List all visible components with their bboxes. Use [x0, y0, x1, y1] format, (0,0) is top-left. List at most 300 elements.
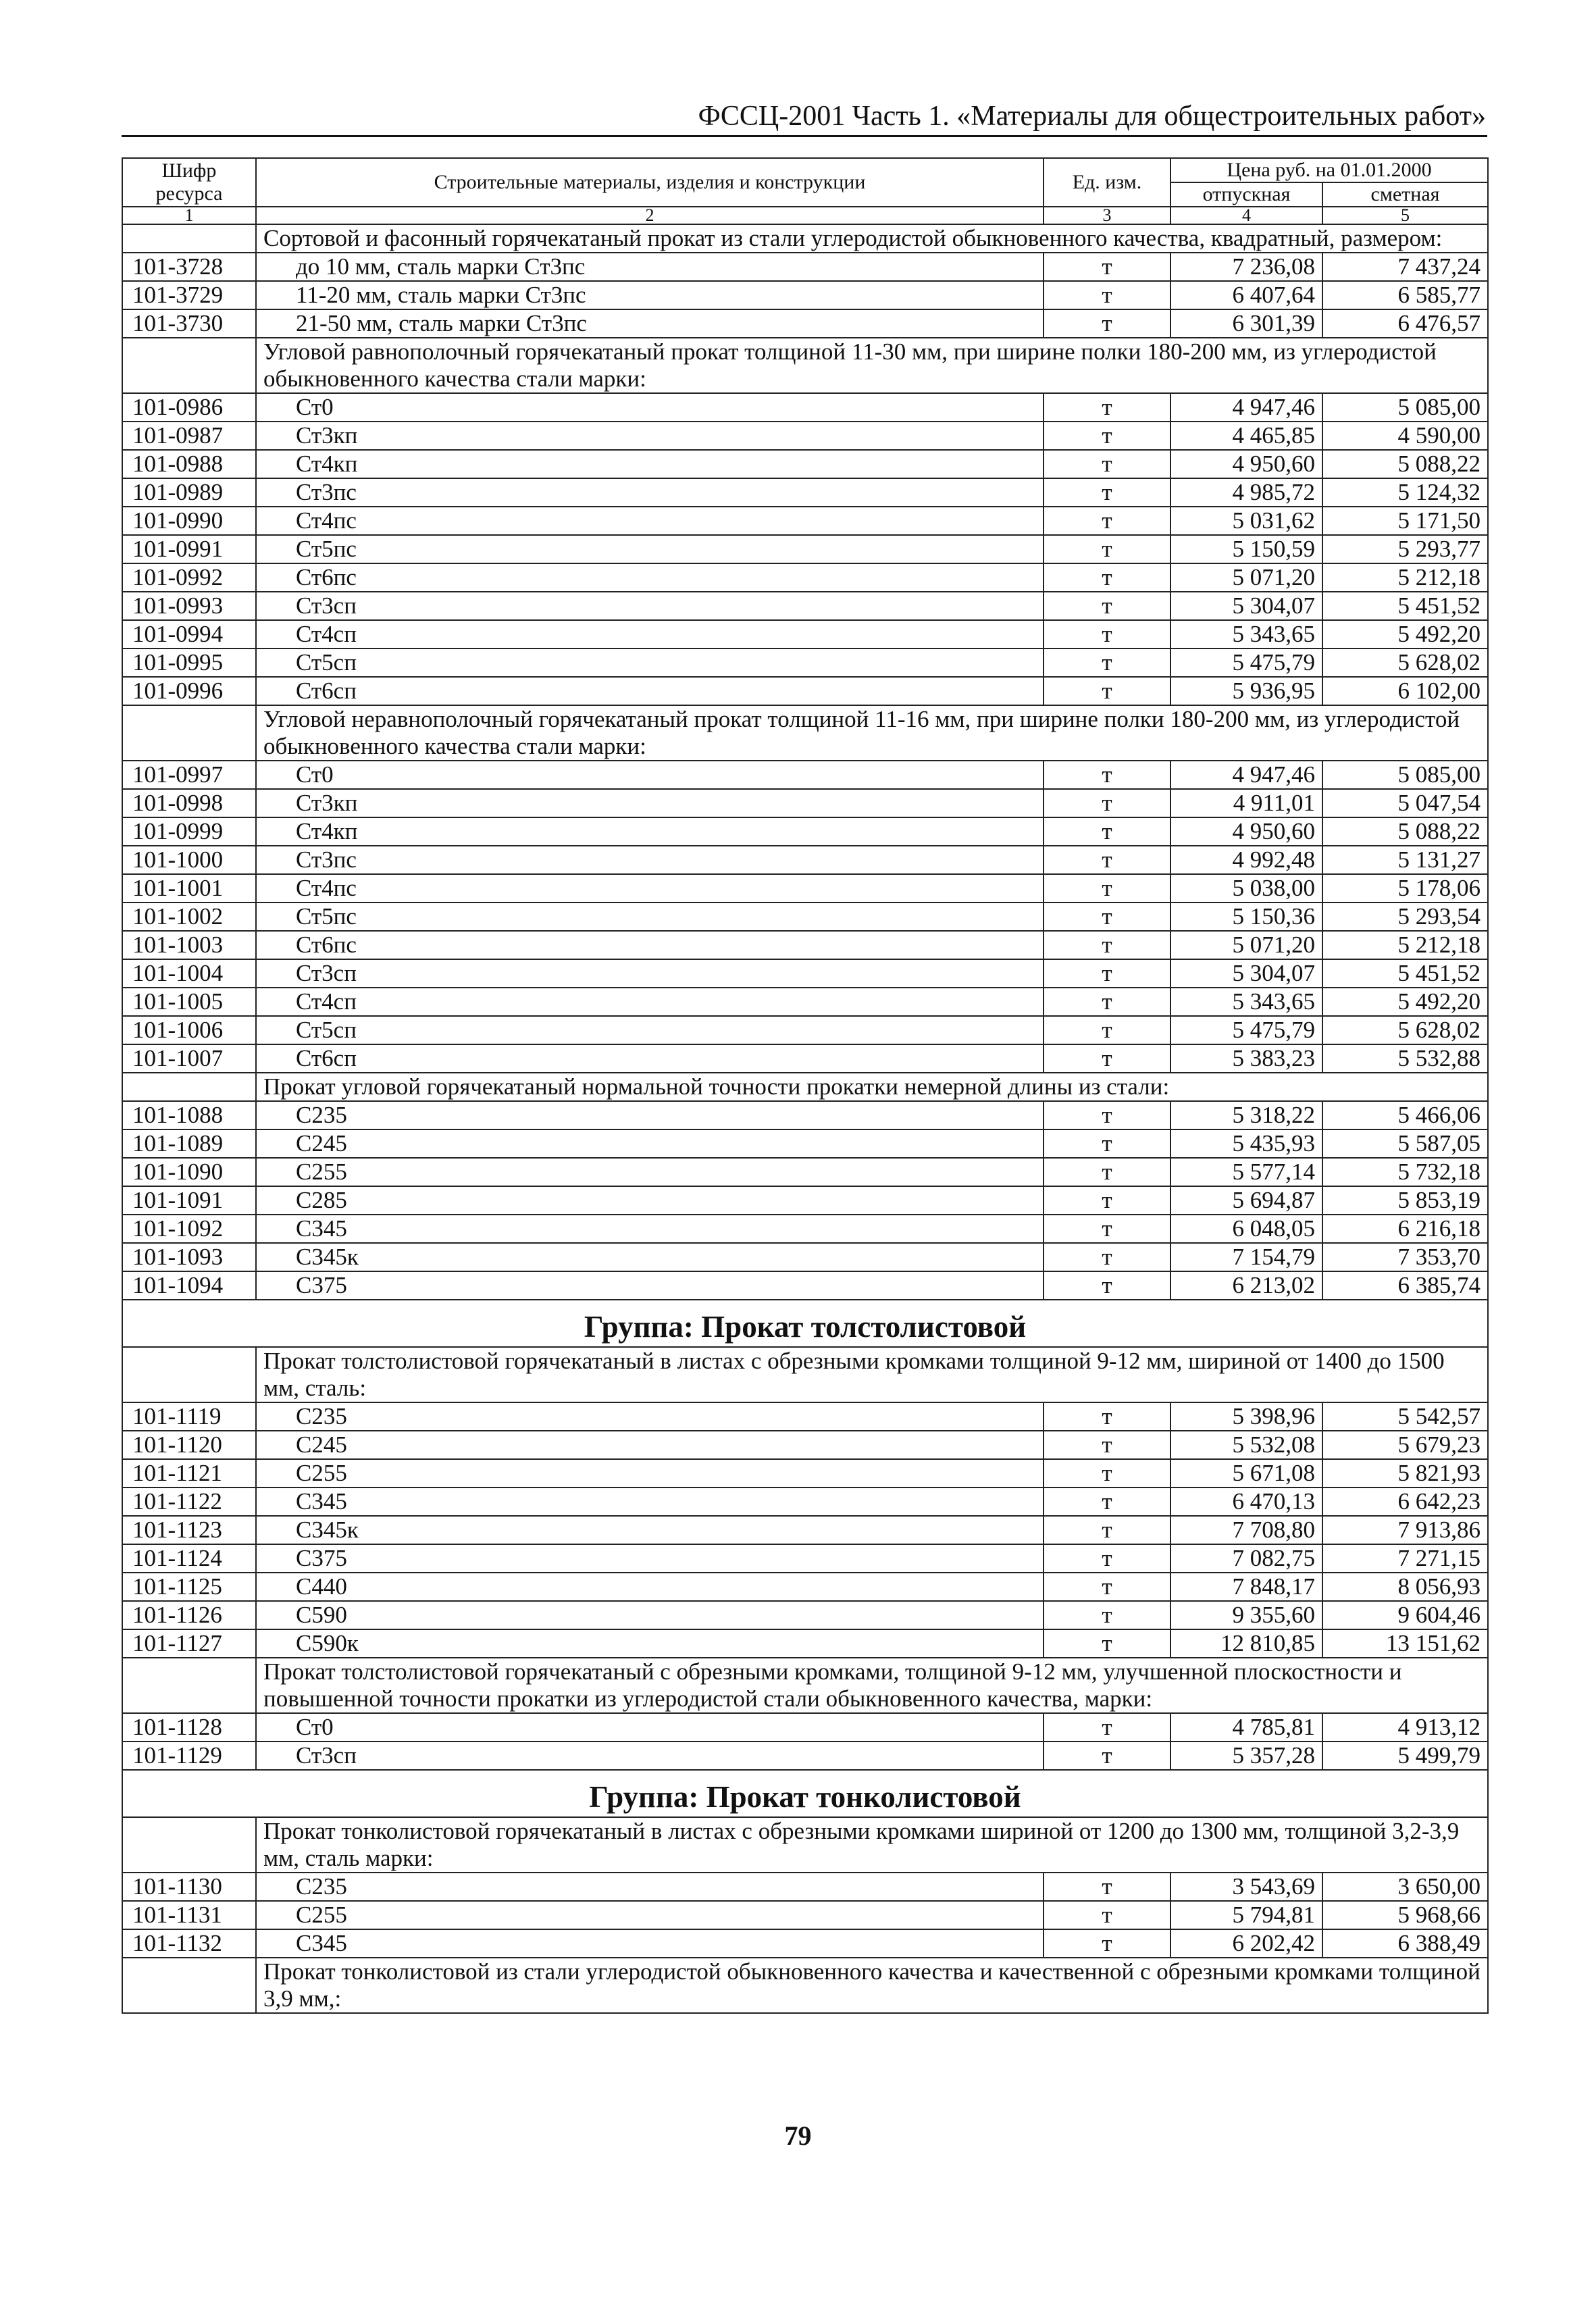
unit-cell: т [1044, 1713, 1170, 1742]
resource-code-cell: 101-3730 [122, 309, 256, 338]
header-estimate-price: сметная [1322, 182, 1488, 207]
estimate-price-cell: 7 271,15 [1322, 1544, 1488, 1573]
estimate-price-cell: 6 102,00 [1322, 677, 1488, 705]
table-row [122, 450, 1488, 478]
page-header-title: ФССЦ-2001 Часть 1. «Материалы для общестроительных работ» [698, 101, 1486, 132]
unit-cell: т [1044, 620, 1170, 649]
release-price-cell: 5 794,81 [1170, 1901, 1322, 1929]
unit-cell: т [1044, 1271, 1170, 1300]
unit-cell: т [1044, 1158, 1170, 1186]
estimate-price-cell: 5 968,66 [1322, 1901, 1488, 1929]
section-description: Прокат тонколистовой горячекатаный в листах с обрезными кромками шириной от 1200 до 1300 мм, толщиной 3,2-3,9 мм, сталь марки: [256, 1817, 1488, 1873]
resource-code-cell: 101-3729 [122, 281, 256, 309]
unit-cell: т [1044, 393, 1170, 422]
material-name-cell: Ст3сп [256, 1742, 1044, 1770]
unit-cell: т [1044, 846, 1170, 874]
table-row [122, 677, 1488, 705]
release-price-cell: 5 435,93 [1170, 1129, 1322, 1158]
header-price-group: Цена руб. на 01.01.2000 [1170, 158, 1488, 182]
estimate-price-cell: 4 590,00 [1322, 422, 1488, 450]
estimate-price-cell: 5 853,19 [1322, 1186, 1488, 1215]
resource-code-cell: 101-1004 [122, 959, 256, 988]
header-release-price: отпускная [1170, 182, 1322, 207]
material-name-cell: Ст3пс [256, 478, 1044, 507]
section-description: Прокат толстолистовой горячекатаный с обрезными кромками, толщиной 9-12 мм, улучшенной плоскостности и повышенной точности прокатки из углеродистой стали обыкновенного качества, марки: [256, 1658, 1488, 1713]
unit-cell: т [1044, 1488, 1170, 1516]
estimate-price-cell: 6 476,57 [1322, 309, 1488, 338]
material-name-cell: С345 [256, 1929, 1044, 1958]
material-name-cell: С235 [256, 1873, 1044, 1901]
table-row [122, 1901, 1488, 1929]
unit-cell: т [1044, 281, 1170, 309]
unit-cell: т [1044, 1243, 1170, 1271]
resource-code-cell: 101-1121 [122, 1459, 256, 1488]
release-price-cell: 5 343,65 [1170, 988, 1322, 1016]
resource-code-cell: 101-1128 [122, 1713, 256, 1742]
resource-code-cell: 101-1092 [122, 1215, 256, 1243]
unit-cell: т [1044, 1101, 1170, 1129]
unit-cell: т [1044, 959, 1170, 988]
material-name-cell: Ст6сп [256, 1044, 1044, 1073]
release-price-cell: 5 318,22 [1170, 1101, 1322, 1129]
material-name-cell: С345 [256, 1488, 1044, 1516]
material-name-cell: Ст0 [256, 1713, 1044, 1742]
resource-code-cell: 101-0997 [122, 761, 256, 789]
resource-code-cell: 101-1006 [122, 1016, 256, 1044]
release-price-cell: 5 475,79 [1170, 649, 1322, 677]
release-price-cell: 5 936,95 [1170, 677, 1322, 705]
release-price-cell: 5 671,08 [1170, 1459, 1322, 1488]
unit-cell: т [1044, 1186, 1170, 1215]
release-price-cell: 5 398,96 [1170, 1402, 1322, 1431]
table-row [122, 649, 1488, 677]
unit-cell: т [1044, 988, 1170, 1016]
empty-code-cell [122, 1658, 256, 1713]
release-price-cell: 4 785,81 [1170, 1713, 1322, 1742]
resource-code-cell: 101-1119 [122, 1402, 256, 1431]
table-row [122, 1459, 1488, 1488]
estimate-price-cell: 6 216,18 [1322, 1215, 1488, 1243]
estimate-price-cell: 5 047,54 [1322, 789, 1488, 817]
price-table [122, 157, 1489, 2014]
header-name: Строительные материалы, изделия и конструкции [256, 158, 1044, 207]
section-row [122, 705, 1488, 761]
resource-code-cell: 101-1123 [122, 1516, 256, 1544]
estimate-price-cell: 5 293,54 [1322, 903, 1488, 931]
release-price-cell: 7 708,80 [1170, 1516, 1322, 1544]
release-price-cell: 5 071,20 [1170, 563, 1322, 592]
release-price-cell: 5 150,36 [1170, 903, 1322, 931]
table-row [122, 1129, 1488, 1158]
material-name-cell: С590к [256, 1629, 1044, 1658]
resource-code-cell: 101-1127 [122, 1629, 256, 1658]
column-number: 3 [1044, 207, 1170, 224]
unit-cell: т [1044, 1901, 1170, 1929]
resource-code-cell: 101-0989 [122, 478, 256, 507]
unit-cell: т [1044, 1742, 1170, 1770]
section-row [122, 1347, 1488, 1402]
resource-code-cell: 101-0988 [122, 450, 256, 478]
table-row [122, 1431, 1488, 1459]
material-name-cell: Ст6пс [256, 931, 1044, 959]
unit-cell: т [1044, 1459, 1170, 1488]
estimate-price-cell: 4 913,12 [1322, 1713, 1488, 1742]
empty-code-cell [122, 705, 256, 761]
release-price-cell: 7 154,79 [1170, 1243, 1322, 1271]
table-row [122, 1016, 1488, 1044]
table-row [122, 931, 1488, 959]
material-name-cell: Ст4кп [256, 450, 1044, 478]
table-row [122, 253, 1488, 281]
unit-cell: т [1044, 309, 1170, 338]
unit-cell: т [1044, 1873, 1170, 1901]
unit-cell: т [1044, 253, 1170, 281]
table-row [122, 1215, 1488, 1243]
material-name-cell: Ст4пс [256, 874, 1044, 903]
table-row [122, 1601, 1488, 1629]
unit-cell: т [1044, 874, 1170, 903]
estimate-price-cell: 5 732,18 [1322, 1158, 1488, 1186]
table-row [122, 1488, 1488, 1516]
material-name-cell: С345к [256, 1243, 1044, 1271]
estimate-price-cell: 5 499,79 [1322, 1742, 1488, 1770]
table-row [122, 393, 1488, 422]
table-row [122, 281, 1488, 309]
material-name-cell: Ст4кп [256, 817, 1044, 846]
unit-cell: т [1044, 1929, 1170, 1958]
resource-code-cell: 101-0998 [122, 789, 256, 817]
section-row [122, 224, 1488, 253]
estimate-price-cell: 5 088,22 [1322, 817, 1488, 846]
estimate-price-cell: 6 642,23 [1322, 1488, 1488, 1516]
section-row [122, 1958, 1488, 2013]
section-description: Угловой неравнополочный горячекатаный прокат толщиной 11-16 мм, при ширине полки 180-200 мм, из углеродистой обыкновенного качества стали марки: [256, 705, 1488, 761]
material-name-cell: Ст4сп [256, 988, 1044, 1016]
release-price-cell: 5 343,65 [1170, 620, 1322, 649]
unit-cell: т [1044, 592, 1170, 620]
material-name-cell: Ст4сп [256, 620, 1044, 649]
release-price-cell: 6 213,02 [1170, 1271, 1322, 1300]
column-number: 2 [256, 207, 1044, 224]
release-price-cell: 5 071,20 [1170, 931, 1322, 959]
table-row [122, 422, 1488, 450]
resource-code-cell: 101-1124 [122, 1544, 256, 1573]
unit-cell: т [1044, 817, 1170, 846]
resource-code-cell: 101-1125 [122, 1573, 256, 1601]
resource-code-cell: 101-0992 [122, 563, 256, 592]
release-price-cell: 7 082,75 [1170, 1544, 1322, 1573]
material-name-cell: Ст3кп [256, 789, 1044, 817]
material-name-cell: С255 [256, 1158, 1044, 1186]
table-header-row [122, 158, 1488, 182]
release-price-cell: 5 357,28 [1170, 1742, 1322, 1770]
release-price-cell: 6 407,64 [1170, 281, 1322, 309]
table-row [122, 1271, 1488, 1300]
table-row [122, 1158, 1488, 1186]
section-description: Прокат угловой горячекатаный нормальной точности прокатки немерной длины из стали: [256, 1073, 1488, 1101]
table-row [122, 620, 1488, 649]
resource-code-cell: 101-1126 [122, 1601, 256, 1629]
table-row [122, 1929, 1488, 1958]
estimate-price-cell: 5 088,22 [1322, 450, 1488, 478]
estimate-price-cell: 6 585,77 [1322, 281, 1488, 309]
material-name-cell: С255 [256, 1901, 1044, 1929]
release-price-cell: 5 383,23 [1170, 1044, 1322, 1073]
resource-code-cell: 101-1002 [122, 903, 256, 931]
material-name-cell: Ст3кп [256, 422, 1044, 450]
group-heading-row [122, 1300, 1488, 1347]
material-name-cell: Ст3сп [256, 592, 1044, 620]
section-row [122, 1817, 1488, 1873]
resource-code-cell: 101-1120 [122, 1431, 256, 1459]
estimate-price-cell: 5 451,52 [1322, 592, 1488, 620]
estimate-price-cell: 7 353,70 [1322, 1243, 1488, 1271]
estimate-price-cell: 5 451,52 [1322, 959, 1488, 988]
material-name-cell: Ст5сп [256, 649, 1044, 677]
empty-code-cell [122, 224, 256, 253]
resource-code-cell: 101-1129 [122, 1742, 256, 1770]
table-row [122, 959, 1488, 988]
section-row [122, 338, 1488, 393]
table-row [122, 846, 1488, 874]
resource-code-cell: 101-1000 [122, 846, 256, 874]
unit-cell: т [1044, 450, 1170, 478]
release-price-cell: 5 150,59 [1170, 535, 1322, 563]
material-name-cell: Ст5пс [256, 535, 1044, 563]
material-name-cell: С345 [256, 1215, 1044, 1243]
material-name-cell: 21-50 мм, сталь марки Ст3пс [256, 309, 1044, 338]
release-price-cell: 3 543,69 [1170, 1873, 1322, 1901]
material-name-cell: С245 [256, 1129, 1044, 1158]
table-row [122, 563, 1488, 592]
column-number: 4 [1170, 207, 1322, 224]
material-name-cell: Ст3сп [256, 959, 1044, 988]
estimate-price-cell: 6 388,49 [1322, 1929, 1488, 1958]
estimate-price-cell: 5 131,27 [1322, 846, 1488, 874]
unit-cell: т [1044, 507, 1170, 535]
unit-cell: т [1044, 478, 1170, 507]
release-price-cell: 7 236,08 [1170, 253, 1322, 281]
release-price-cell: 5 304,07 [1170, 592, 1322, 620]
unit-cell: т [1044, 1544, 1170, 1573]
unit-cell: т [1044, 649, 1170, 677]
table-row [122, 988, 1488, 1016]
resource-code-cell: 101-0999 [122, 817, 256, 846]
header-code: Шифр ресурса [122, 158, 256, 207]
unit-cell: т [1044, 1044, 1170, 1073]
resource-code-cell: 101-0990 [122, 507, 256, 535]
table-row [122, 1516, 1488, 1544]
table-row [122, 761, 1488, 789]
section-row [122, 1658, 1488, 1713]
estimate-price-cell: 9 604,46 [1322, 1601, 1488, 1629]
table-row [122, 1101, 1488, 1129]
resource-code-cell: 101-1091 [122, 1186, 256, 1215]
release-price-cell: 5 577,14 [1170, 1158, 1322, 1186]
unit-cell: т [1044, 1601, 1170, 1629]
price-table-body [122, 158, 1488, 2013]
release-price-cell: 7 848,17 [1170, 1573, 1322, 1601]
estimate-price-cell: 5 085,00 [1322, 761, 1488, 789]
table-row [122, 1573, 1488, 1601]
empty-code-cell [122, 338, 256, 393]
resource-code-cell: 101-1132 [122, 1929, 256, 1958]
table-row [122, 1742, 1488, 1770]
material-name-cell: до 10 мм, сталь марки Ст3пс [256, 253, 1044, 281]
unit-cell: т [1044, 422, 1170, 450]
release-price-cell: 6 470,13 [1170, 1488, 1322, 1516]
unit-cell: т [1044, 1573, 1170, 1601]
estimate-price-cell: 7 437,24 [1322, 253, 1488, 281]
material-name-cell: С345к [256, 1516, 1044, 1544]
estimate-price-cell: 5 466,06 [1322, 1101, 1488, 1129]
column-number-row [122, 207, 1488, 224]
release-price-cell: 4 992,48 [1170, 846, 1322, 874]
release-price-cell: 5 475,79 [1170, 1016, 1322, 1044]
release-price-cell: 6 048,05 [1170, 1215, 1322, 1243]
resource-code-cell: 101-0987 [122, 422, 256, 450]
unit-cell: т [1044, 1431, 1170, 1459]
empty-code-cell [122, 1073, 256, 1101]
estimate-price-cell: 5 492,20 [1322, 620, 1488, 649]
estimate-price-cell: 6 385,74 [1322, 1271, 1488, 1300]
release-price-cell: 4 911,01 [1170, 789, 1322, 817]
material-name-cell: С285 [256, 1186, 1044, 1215]
resource-code-cell: 101-1090 [122, 1158, 256, 1186]
table-row [122, 309, 1488, 338]
resource-code-cell: 101-0986 [122, 393, 256, 422]
resource-code-cell: 101-3728 [122, 253, 256, 281]
estimate-price-cell: 5 212,18 [1322, 931, 1488, 959]
column-number: 5 [1322, 207, 1488, 224]
empty-code-cell [122, 1347, 256, 1402]
table-row [122, 789, 1488, 817]
section-description: Сортовой и фасонный горячекатаный прокат из стали углеродистой обыкновенного качества, квадратный, размером: [256, 224, 1488, 253]
column-number: 1 [122, 207, 256, 224]
material-name-cell: Ст6сп [256, 677, 1044, 705]
table-row [122, 1713, 1488, 1742]
section-description: Угловой равнополочный горячекатаный прокат толщиной 11-30 мм, при ширине полки 180-200 мм, из углеродистой обыкновенного качества стали марки: [256, 338, 1488, 393]
unit-cell: т [1044, 1129, 1170, 1158]
header-rule [122, 135, 1487, 137]
unit-cell: т [1044, 761, 1170, 789]
table-row [122, 507, 1488, 535]
resource-code-cell: 101-1007 [122, 1044, 256, 1073]
estimate-price-cell: 5 178,06 [1322, 874, 1488, 903]
estimate-price-cell: 13 151,62 [1322, 1629, 1488, 1658]
empty-code-cell [122, 1958, 256, 2013]
unit-cell: т [1044, 931, 1170, 959]
resource-code-cell: 101-1089 [122, 1129, 256, 1158]
unit-cell: т [1044, 1629, 1170, 1658]
unit-cell: т [1044, 1402, 1170, 1431]
material-name-cell: Ст0 [256, 761, 1044, 789]
table-row [122, 903, 1488, 931]
resource-code-cell: 101-1131 [122, 1901, 256, 1929]
estimate-price-cell: 5 628,02 [1322, 649, 1488, 677]
release-price-cell: 5 038,00 [1170, 874, 1322, 903]
header-unit: Ед. изм. [1044, 158, 1170, 207]
table-row [122, 1044, 1488, 1073]
resource-code-cell: 101-1005 [122, 988, 256, 1016]
resource-code-cell: 101-1001 [122, 874, 256, 903]
resource-code-cell: 101-0994 [122, 620, 256, 649]
unit-cell: т [1044, 1516, 1170, 1544]
estimate-price-cell: 5 628,02 [1322, 1016, 1488, 1044]
table-row [122, 1243, 1488, 1271]
resource-code-cell: 101-0996 [122, 677, 256, 705]
group-heading-row [122, 1770, 1488, 1817]
unit-cell: т [1044, 677, 1170, 705]
release-price-cell: 5 532,08 [1170, 1431, 1322, 1459]
estimate-price-cell: 7 913,86 [1322, 1516, 1488, 1544]
resource-code-cell: 101-1130 [122, 1873, 256, 1901]
table-row [122, 1186, 1488, 1215]
material-name-cell: С590 [256, 1601, 1044, 1629]
estimate-price-cell: 5 542,57 [1322, 1402, 1488, 1431]
table-row [122, 535, 1488, 563]
estimate-price-cell: 5 587,05 [1322, 1129, 1488, 1158]
unit-cell: т [1044, 903, 1170, 931]
resource-code-cell: 101-1094 [122, 1271, 256, 1300]
table-row [122, 1544, 1488, 1573]
group-title: Группа: Прокат тонколистовой [122, 1770, 1488, 1817]
release-price-cell: 5 031,62 [1170, 507, 1322, 535]
material-name-cell: Ст0 [256, 393, 1044, 422]
resource-code-cell: 101-0993 [122, 592, 256, 620]
material-name-cell: С375 [256, 1544, 1044, 1573]
material-name-cell: С255 [256, 1459, 1044, 1488]
estimate-price-cell: 5 085,00 [1322, 393, 1488, 422]
estimate-price-cell: 5 679,23 [1322, 1431, 1488, 1459]
material-name-cell: С235 [256, 1402, 1044, 1431]
resource-code-cell: 101-1088 [122, 1101, 256, 1129]
material-name-cell: С440 [256, 1573, 1044, 1601]
resource-code-cell: 101-0995 [122, 649, 256, 677]
page-number: 79 [784, 2120, 812, 2151]
unit-cell: т [1044, 563, 1170, 592]
table-row [122, 874, 1488, 903]
release-price-cell: 4 947,46 [1170, 393, 1322, 422]
release-price-cell: 5 694,87 [1170, 1186, 1322, 1215]
resource-code-cell: 101-1003 [122, 931, 256, 959]
section-description: Прокат тонколистовой из стали углеродистой обыкновенного качества и качественной с обрезными кромками толщиной 3,9 мм,: [256, 1958, 1488, 2013]
table-row [122, 1629, 1488, 1658]
table-row [122, 592, 1488, 620]
estimate-price-cell: 8 056,93 [1322, 1573, 1488, 1601]
table-row [122, 1402, 1488, 1431]
material-name-cell: Ст4пс [256, 507, 1044, 535]
release-price-cell: 5 304,07 [1170, 959, 1322, 988]
release-price-cell: 6 202,42 [1170, 1929, 1322, 1958]
unit-cell: т [1044, 535, 1170, 563]
release-price-cell: 9 355,60 [1170, 1601, 1322, 1629]
estimate-price-cell: 5 212,18 [1322, 563, 1488, 592]
material-name-cell: Ст5пс [256, 903, 1044, 931]
estimate-price-cell: 5 492,20 [1322, 988, 1488, 1016]
material-name-cell: Ст6пс [256, 563, 1044, 592]
estimate-price-cell: 5 293,77 [1322, 535, 1488, 563]
material-name-cell: 11-20 мм, сталь марки Ст3пс [256, 281, 1044, 309]
unit-cell: т [1044, 1016, 1170, 1044]
release-price-cell: 4 465,85 [1170, 422, 1322, 450]
table-row [122, 478, 1488, 507]
material-name-cell: Ст3пс [256, 846, 1044, 874]
material-name-cell: С235 [256, 1101, 1044, 1129]
table-row [122, 1873, 1488, 1901]
material-name-cell: Ст5сп [256, 1016, 1044, 1044]
section-description: Прокат толстолистовой горячекатаный в листах с обрезными кромками толщиной 9-12 мм, шириной от 1400 до 1500 мм, сталь: [256, 1347, 1488, 1402]
